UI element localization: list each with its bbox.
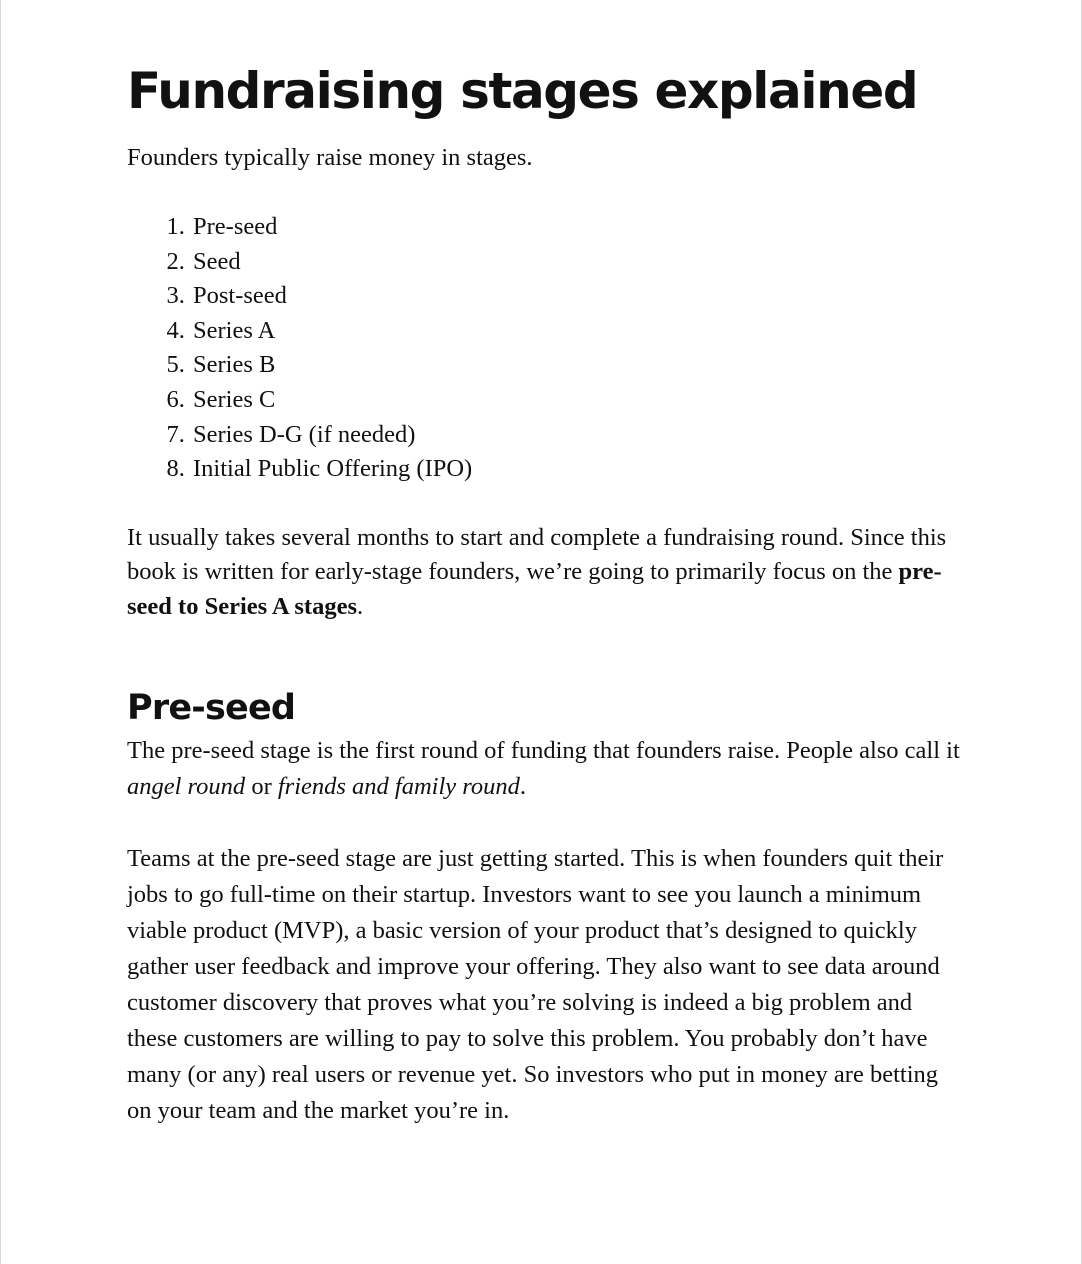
angel-round-italic: angel round	[127, 772, 246, 800]
preseed-teams-paragraph: Teams at the pre-seed stage are just getting started. This is when founders quit their jobs to go full-time on their startup. Investors want to see you launch a minimum viable product (MVP), a basic version of your product that’s designed to quickly gather user feedback and improve your offering. They also want to see data around customer discovery that proves what you’re solving is indeed a big problem and these customers are willing to pay to solve this problem. You probably don’t have many (or any) real users or revenue yet. So investors who put in money are betting on your team and the market you’re in.	[127, 844, 944, 1124]
list-item: 8. Initial Public Offering (IPO)	[191, 452, 967, 487]
list-item: 7. Series D-G (if needed)	[191, 418, 967, 453]
friends-family-round-italic: friends and family round	[277, 772, 520, 800]
page-title: Fundraising stages explained	[127, 62, 918, 120]
list-item: 5. Series B	[191, 348, 967, 383]
duration-end: .	[357, 592, 364, 620]
stages-list	[127, 210, 967, 487]
intro-paragraph: Founders typically raise money in stages.	[127, 144, 533, 171]
preseed-heading: Pre-seed	[127, 687, 296, 728]
list-item: 1. Pre-seed	[191, 210, 967, 245]
definition-or: or	[245, 772, 278, 800]
definition-text: The pre-seed stage is the first round of funding that founders raise. People also call it	[127, 736, 960, 764]
preseed-definition-paragraph	[127, 733, 967, 805]
list-item: 3. Post-seed	[191, 279, 967, 314]
fundraising-duration-paragraph	[127, 521, 967, 625]
list-item: 2. Seed	[191, 245, 967, 280]
definition-end: .	[519, 772, 527, 800]
list-item: 4. Series A	[191, 314, 967, 349]
document-content	[127, 52, 967, 1129]
list-item: 6. Series C	[191, 383, 967, 418]
duration-text: It usually takes several months to start and complete a fundraising round. Since this book is written for early-stage founders, we’re going to primarily focus on the	[127, 523, 947, 586]
focus-stages-bold: pre-seed to Series A stages	[127, 558, 942, 620]
